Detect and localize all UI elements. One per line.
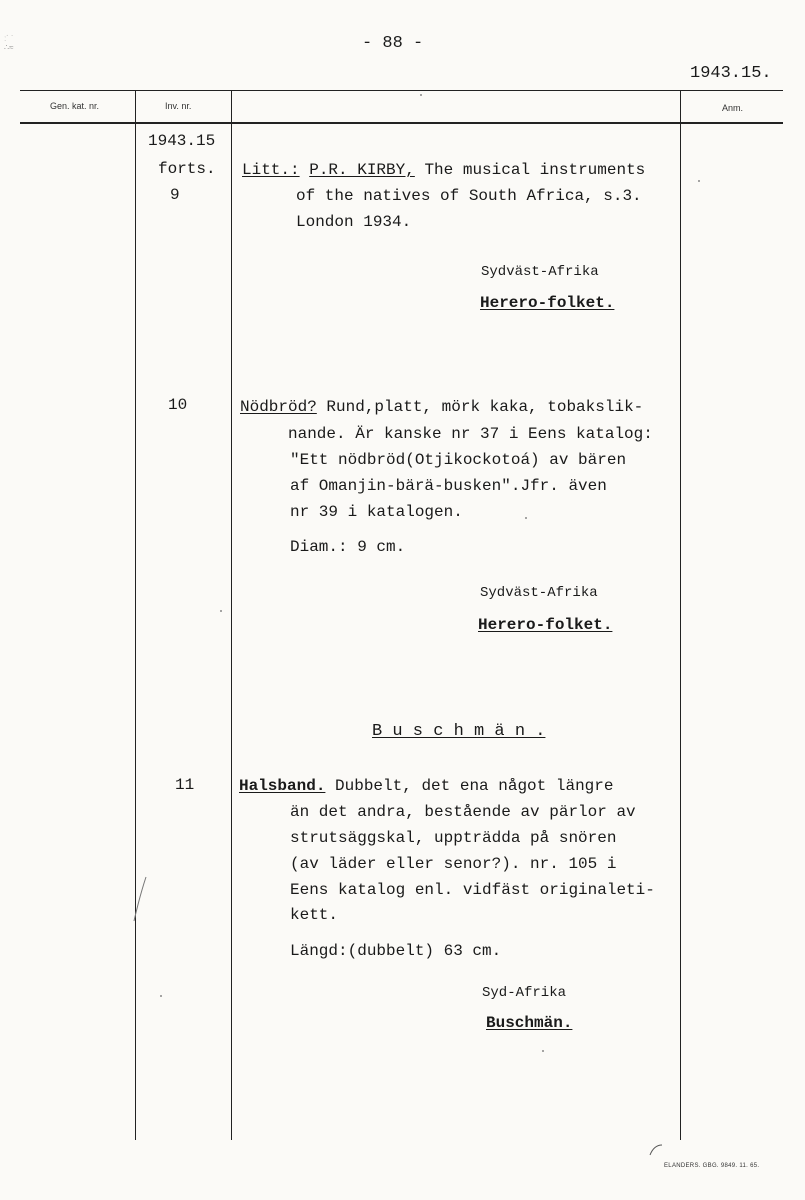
entry-11-line6: kett. <box>290 906 339 924</box>
section-heading: B u s c h m ä n . <box>372 722 546 741</box>
speck <box>420 94 422 96</box>
entry-11-line5: Eens katalog enl. vidfäst originaleti- <box>290 881 655 899</box>
entry-11-people: Buschmän. <box>486 1014 573 1032</box>
printer-footer: ELANDERS. GBG. 9849. 11. 65. <box>664 1163 760 1169</box>
speck <box>160 995 162 997</box>
entry-9-region: Sydväst-Afrika <box>481 264 599 280</box>
entry-9-author: P.R. KIRBY, <box>309 161 415 179</box>
entry-10-line2: nande. Är kanske nr 37 i Eens katalog: <box>288 425 653 443</box>
column-header-gen-kat: Gen. kat. nr. <box>50 101 100 111</box>
entry-11-number: 11 <box>175 776 195 794</box>
margin-marks: ː˙ ˙ ∴≈ <box>4 34 14 52</box>
continuation-line1: 1943.15 <box>148 132 216 150</box>
entry-11-measure: Längd:(dubbelt) 63 cm. <box>290 942 502 960</box>
entry-11-line1 <box>239 777 613 795</box>
column-header-inv: Inv. nr. <box>165 101 192 111</box>
entry-11-label: Halsband. <box>239 777 326 795</box>
entry-11-line1-text: Dubbelt, det ena något längre <box>325 777 614 795</box>
entry-10-line4: af Omanjin-bärä-busken".Jfr. även <box>290 477 607 495</box>
entry-10-label: Nödbröd? <box>240 398 317 416</box>
entry-9-line2: of the natives of South Africa, s.3. <box>296 187 642 205</box>
entry-10-region: Sydväst-Afrika <box>480 585 598 601</box>
entry-9-line1 <box>242 161 645 179</box>
entry-9-people: Herero-folket. <box>480 294 615 312</box>
column-header-anm: Anm. <box>722 103 744 113</box>
entry-10-people: Herero-folket. <box>478 616 613 634</box>
entry-10-line3: "Ett nödbröd(Otjikockotoá) av bären <box>290 451 627 469</box>
entry-11-line4: (av läder eller senor?). nr. 105 i <box>290 855 617 873</box>
pen-stroke-mark <box>130 875 150 925</box>
continuation-line2: forts. <box>158 160 216 178</box>
entry-11-line2: än det andra, bestående av pärlor av <box>290 803 636 821</box>
entry-9-line1-text: The musical instruments <box>414 161 646 179</box>
column-rule-2 <box>231 90 232 1140</box>
column-rule-1 <box>135 90 136 1140</box>
page-number: - 88 - <box>362 34 424 53</box>
entry-10-measure: Diam.: 9 cm. <box>290 538 406 556</box>
entry-10-number: 10 <box>168 396 188 414</box>
entry-9-label: Litt.: <box>242 161 300 179</box>
entry-10-line1 <box>240 398 643 416</box>
speck <box>220 610 222 612</box>
entry-10-line5: nr 39 i katalogen. <box>290 503 463 521</box>
speck <box>698 180 700 182</box>
entry-11-line3: strutsäggskal, uppträdda på snören <box>290 829 617 847</box>
entry-9-number: 9 <box>170 186 180 204</box>
year-reference: 1943.15. <box>690 64 772 83</box>
column-rule-3 <box>680 90 681 1140</box>
speck <box>525 517 527 519</box>
entry-10-line1-text: Rund,platt, mörk kaka, tobakslik- <box>316 398 644 416</box>
entry-11-region: Syd-Afrika <box>482 985 567 1001</box>
corner-tick-mark <box>648 1143 664 1157</box>
entry-9-line3: London 1934. <box>296 213 412 231</box>
speck <box>542 1050 544 1052</box>
